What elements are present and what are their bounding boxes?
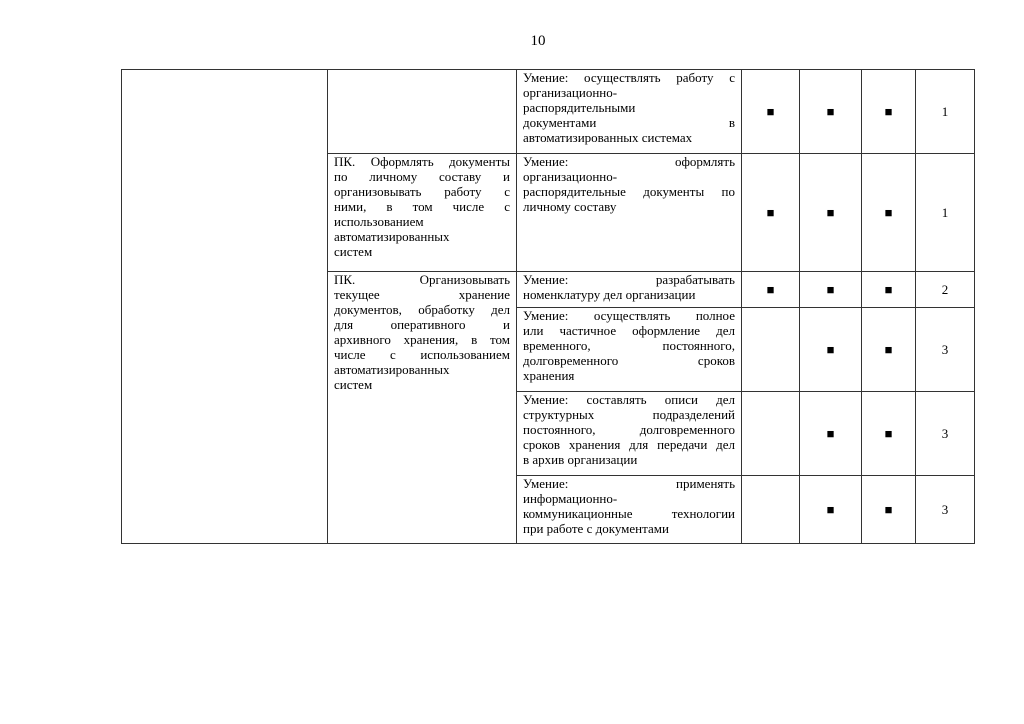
text-line: постоянного, долговременного bbox=[523, 422, 735, 437]
text-line: ПК. Организовывать bbox=[334, 272, 510, 287]
text-line: числе с использованием bbox=[334, 347, 510, 362]
text-line: организационно- bbox=[523, 169, 618, 184]
competence-cell bbox=[328, 272, 517, 544]
text-line: систем bbox=[334, 377, 373, 392]
square-mark-icon: ■ bbox=[862, 476, 916, 544]
text-line: организовывать работу с bbox=[334, 184, 510, 199]
text-line: при работе с документами bbox=[523, 521, 669, 536]
square-mark-icon: ■ bbox=[800, 154, 862, 272]
competence-table bbox=[121, 69, 975, 544]
text-line: номенклатуру дел организации bbox=[523, 287, 696, 302]
square-mark-icon: ■ bbox=[800, 392, 862, 476]
text-line: текущее хранение bbox=[334, 287, 510, 302]
text-line: личному составу bbox=[523, 199, 617, 214]
square-mark-icon: ■ bbox=[862, 70, 916, 154]
empty-mark-cell bbox=[742, 392, 800, 476]
text-line: для оперативного и bbox=[334, 317, 510, 332]
text-line: архивного хранения, в том bbox=[334, 332, 510, 347]
text-line: хранения bbox=[523, 368, 575, 383]
empty-mark-cell bbox=[742, 476, 800, 544]
text-line: автоматизированных системах bbox=[523, 130, 693, 145]
text-line: распорядительные документы по bbox=[523, 184, 735, 199]
text-line: Умение: осуществлять полное bbox=[523, 308, 735, 323]
text-line: распорядительными bbox=[523, 100, 636, 115]
text-line: организационно- bbox=[523, 85, 618, 100]
text-line: Умение: оформлять bbox=[523, 154, 735, 169]
text-line: структурных подразделений bbox=[523, 407, 735, 422]
skill-cell bbox=[517, 70, 742, 154]
skill-cell bbox=[517, 154, 742, 272]
text-line: использованием bbox=[334, 214, 424, 229]
square-mark-icon: ■ bbox=[742, 272, 800, 308]
square-mark-icon: ■ bbox=[862, 272, 916, 308]
text-line: Умение: применять bbox=[523, 476, 735, 491]
text-line: документов, обработку дел bbox=[334, 302, 510, 317]
square-mark-icon: ■ bbox=[862, 308, 916, 392]
square-mark-icon: ■ bbox=[862, 392, 916, 476]
skill-cell bbox=[517, 392, 742, 476]
text-line: в архив организации bbox=[523, 452, 638, 467]
text-line: долговременного сроков bbox=[523, 353, 735, 368]
level-cell: 3 bbox=[916, 392, 975, 476]
text-line: временного, постоянного, bbox=[523, 338, 735, 353]
square-mark-icon: ■ bbox=[742, 154, 800, 272]
level-cell: 1 bbox=[916, 154, 975, 272]
square-mark-icon: ■ bbox=[742, 70, 800, 154]
text-line: автоматизированных bbox=[334, 362, 450, 377]
level-cell: 3 bbox=[916, 308, 975, 392]
competence-cell bbox=[328, 154, 517, 272]
competence-cell bbox=[328, 70, 517, 154]
text-line: ними, в том числе с bbox=[334, 199, 510, 214]
square-mark-icon: ■ bbox=[800, 308, 862, 392]
text-line: Умение: составлять описи дел bbox=[523, 392, 735, 407]
text-line: Умение: осуществлять работу с bbox=[523, 70, 735, 85]
empty-mark-cell bbox=[742, 308, 800, 392]
text-line: систем bbox=[334, 244, 373, 259]
text-line: сроков хранения для передачи дел bbox=[523, 437, 735, 452]
square-mark-icon: ■ bbox=[800, 272, 862, 308]
level-cell: 2 bbox=[916, 272, 975, 308]
square-mark-icon: ■ bbox=[800, 476, 862, 544]
level-cell: 1 bbox=[916, 70, 975, 154]
table-row bbox=[122, 70, 975, 154]
text-line: по личному составу и bbox=[334, 169, 510, 184]
level-cell: 3 bbox=[916, 476, 975, 544]
text-line: ПК. Оформлять документы bbox=[334, 154, 510, 169]
text-line: коммуникационные технологии bbox=[523, 506, 735, 521]
discipline-cell bbox=[122, 70, 328, 544]
page-number: 10 bbox=[530, 33, 546, 49]
skill-cell bbox=[517, 272, 742, 308]
skill-cell bbox=[517, 308, 742, 392]
skill-cell bbox=[517, 476, 742, 544]
text-line: документами в bbox=[523, 115, 735, 130]
text-line: или частичное оформление дел bbox=[523, 323, 735, 338]
square-mark-icon: ■ bbox=[862, 154, 916, 272]
text-line: информационно- bbox=[523, 491, 618, 506]
square-mark-icon: ■ bbox=[800, 70, 862, 154]
text-line: Умение: разрабатывать bbox=[523, 272, 735, 287]
text-line: автоматизированных bbox=[334, 229, 450, 244]
